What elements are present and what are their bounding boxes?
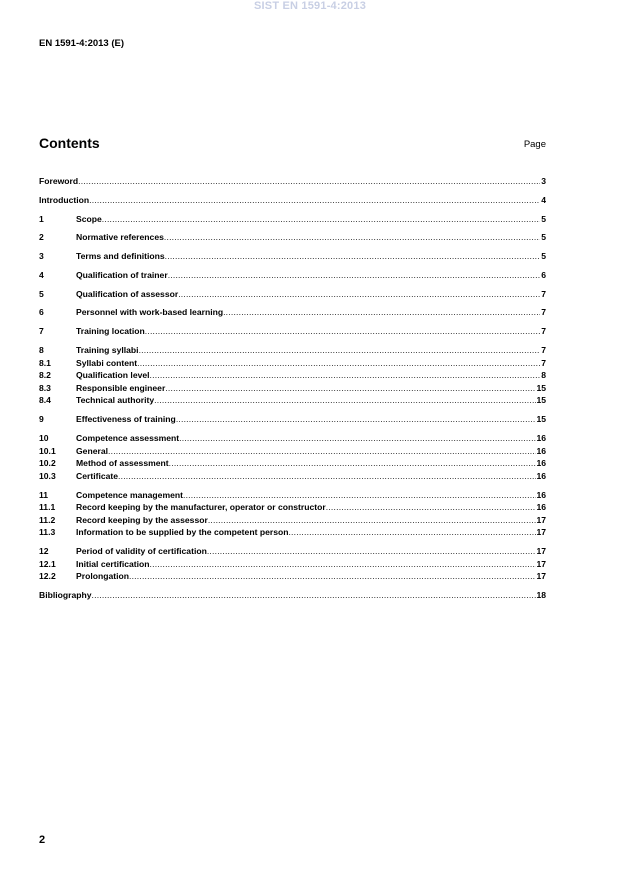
toc-entry-number: 11 [39, 489, 49, 500]
toc-entry[interactable] [39, 394, 546, 407]
toc-entry[interactable] [39, 470, 546, 483]
toc-entry-title: Initial certification [76, 558, 150, 569]
contents-title: Contents [39, 135, 100, 151]
toc-entry-number: 12.1 [39, 558, 56, 569]
toc-entry-number: 5 [39, 288, 44, 299]
toc-entry-title: Bibliography [39, 590, 92, 601]
toc-entry-number: 2 [39, 232, 44, 243]
toc-entry-page: 15 [536, 414, 546, 425]
toc-dot-leader [150, 558, 537, 571]
toc-entry-title: Qualification level [76, 370, 150, 381]
toc-entry[interactable] [39, 413, 546, 426]
toc-dot-leader [92, 589, 537, 602]
toc-dot-leader [102, 213, 540, 226]
watermark: SIST EN 1591-4:2013 [253, 0, 367, 12]
toc-entry-page: 16 [536, 470, 546, 481]
toc-dot-leader [154, 394, 536, 407]
toc-entry-number: 6 [39, 307, 44, 318]
toc-entry-title: Responsible engineer [76, 382, 166, 393]
toc-entry[interactable] [39, 357, 546, 370]
toc-dot-leader [164, 231, 540, 244]
toc-dot-leader [145, 325, 540, 338]
toc-dot-leader [78, 175, 540, 188]
toc-entry-page: 15 [536, 382, 546, 393]
toc-dot-leader [150, 369, 540, 382]
toc-entry-page: 5 [541, 213, 546, 224]
toc-dot-leader [139, 344, 540, 357]
toc-entry-page: 16 [536, 432, 546, 443]
toc-entry[interactable] [39, 501, 546, 514]
toc-entry-title: Competence assessment [76, 432, 180, 443]
toc-entry-title: Effectiveness of training [76, 414, 176, 425]
toc-entry-number: 8.1 [39, 357, 51, 368]
toc-entry-title: Syllabi content [76, 357, 138, 368]
page-column-label: Page [523, 139, 546, 150]
toc-entry[interactable] [39, 250, 546, 263]
contents-header [39, 135, 546, 153]
toc-entry[interactable] [39, 514, 546, 527]
toc-entry-page: 7 [541, 345, 546, 356]
toc-entry-number: 10.1 [39, 445, 56, 456]
toc-entry-number: 9 [39, 414, 44, 425]
toc-entry-title: Foreword [39, 176, 79, 186]
toc-entry-page: 7 [541, 357, 546, 368]
toc-entry-title: Certificate [76, 470, 119, 481]
toc-entry-number: 1 [39, 213, 44, 224]
toc-entry-title: Technical authority [76, 395, 155, 406]
table-of-contents [39, 175, 546, 602]
toc-entry[interactable] [39, 175, 546, 188]
toc-entry-number: 10.3 [39, 470, 56, 481]
toc-entry-title: Record keeping by the assessor [76, 514, 208, 525]
toc-entry-page: 16 [536, 445, 546, 456]
toc-entry-page: 7 [541, 307, 546, 318]
toc-entry-title: Introduction [39, 194, 90, 205]
toc-entry-page: 3 [541, 176, 546, 186]
toc-entry-title: Information to be supplied by the competent person [76, 527, 289, 538]
toc-entry[interactable] [39, 526, 546, 539]
toc-entry-number: 8.4 [39, 395, 51, 406]
toc-entry-number: 7 [39, 326, 44, 337]
toc-entry-title: Personnel with work-based learning [76, 307, 224, 318]
toc-dot-leader [183, 489, 536, 502]
toc-entry-title: Period of validity of certification [76, 546, 207, 557]
toc-entry-page: 17 [536, 571, 546, 582]
toc-entry[interactable] [39, 194, 546, 207]
toc-entry-number: 10 [39, 432, 49, 443]
toc-entry[interactable] [39, 570, 546, 583]
toc-entry[interactable] [39, 445, 546, 458]
toc-dot-leader [129, 570, 536, 583]
toc-entry-number: 8.3 [39, 382, 51, 393]
toc-dot-leader [326, 501, 537, 514]
toc-entry-title: Method of assessment [76, 458, 169, 469]
toc-entry-page: 6 [541, 269, 546, 280]
toc-dot-leader [108, 445, 536, 458]
toc-entry-number: 11.1 [39, 502, 56, 513]
toc-entry-page: 17 [536, 558, 546, 569]
toc-dot-leader [176, 413, 537, 426]
toc-entry-page: 4 [541, 194, 546, 205]
toc-entry[interactable] [39, 269, 546, 282]
toc-entry[interactable] [39, 489, 546, 502]
toc-entry-number: 8.2 [39, 370, 51, 381]
toc-entry-title: Training syllabi [76, 345, 139, 356]
toc-entry-number: 12.2 [39, 571, 56, 582]
toc-entry[interactable] [39, 288, 546, 301]
toc-dot-leader [169, 457, 537, 470]
toc-entry-page: 7 [541, 288, 546, 299]
toc-entry-title: Normative references [76, 232, 164, 243]
toc-entry-page: 17 [536, 514, 546, 525]
toc-entry-title: Competence management [76, 489, 183, 500]
toc-entry-number: 11.2 [39, 514, 56, 525]
toc-entry-page: 15 [536, 395, 546, 406]
toc-entry-page: 17 [536, 546, 546, 557]
toc-dot-leader [179, 432, 536, 445]
toc-entry-title: Scope [76, 213, 102, 224]
toc-entry-page: 5 [541, 232, 546, 243]
toc-dot-leader [89, 194, 540, 207]
document-identifier: EN 1591-4:2013 (E) [39, 38, 125, 49]
toc-dot-leader [118, 470, 536, 483]
toc-entry-title: General [76, 445, 109, 456]
toc-dot-leader [208, 514, 537, 527]
toc-entry-page: 8 [541, 370, 546, 381]
toc-entry-title: Qualification of assessor [76, 288, 179, 299]
toc-entry[interactable] [39, 369, 546, 382]
toc-entry[interactable] [39, 231, 546, 244]
toc-entry-number: 12 [39, 546, 49, 557]
toc-entry-page: 16 [536, 502, 546, 513]
toc-entry-title: Qualification of trainer [76, 269, 168, 280]
page-number: 2 [39, 834, 46, 846]
toc-entry-title: Prolongation [76, 571, 129, 582]
toc-dot-leader [165, 250, 540, 263]
toc-entry-page: 16 [536, 458, 546, 469]
toc-entry-page: 5 [541, 251, 546, 262]
toc-entry[interactable] [39, 325, 546, 338]
toc-entry[interactable] [39, 306, 546, 319]
toc-entry[interactable] [39, 589, 546, 602]
toc-dot-leader [168, 269, 540, 282]
toc-entry-title: Terms and definitions [76, 251, 165, 262]
toc-dot-leader [178, 288, 540, 301]
toc-dot-leader [165, 382, 536, 395]
toc-dot-leader [223, 306, 540, 319]
toc-entry-page: 16 [536, 489, 546, 500]
toc-entry-page: 18 [536, 590, 546, 601]
toc-entry-page: 7 [541, 326, 546, 337]
toc-entry-title: Record keeping by the manufacturer, operator or constructor [76, 502, 326, 513]
toc-entry[interactable] [39, 457, 546, 470]
toc-entry-number: 3 [39, 251, 44, 262]
toc-dot-leader [137, 357, 540, 370]
toc-dot-leader [207, 545, 537, 558]
toc-entry-number: 4 [39, 269, 44, 280]
toc-dot-leader [288, 526, 536, 539]
toc-entry[interactable] [39, 382, 546, 395]
toc-entry-title: Training location [76, 326, 145, 337]
toc-entry[interactable] [39, 344, 546, 357]
toc-entry[interactable] [39, 213, 546, 226]
toc-entry-number: 10.2 [39, 458, 56, 469]
toc-entry-page: 17 [536, 527, 546, 538]
toc-entry[interactable] [39, 432, 546, 445]
toc-entry[interactable] [39, 558, 546, 571]
toc-entry-number: 8 [39, 345, 44, 356]
toc-entry[interactable] [39, 545, 546, 558]
toc-entry-number: 11.3 [39, 527, 56, 538]
